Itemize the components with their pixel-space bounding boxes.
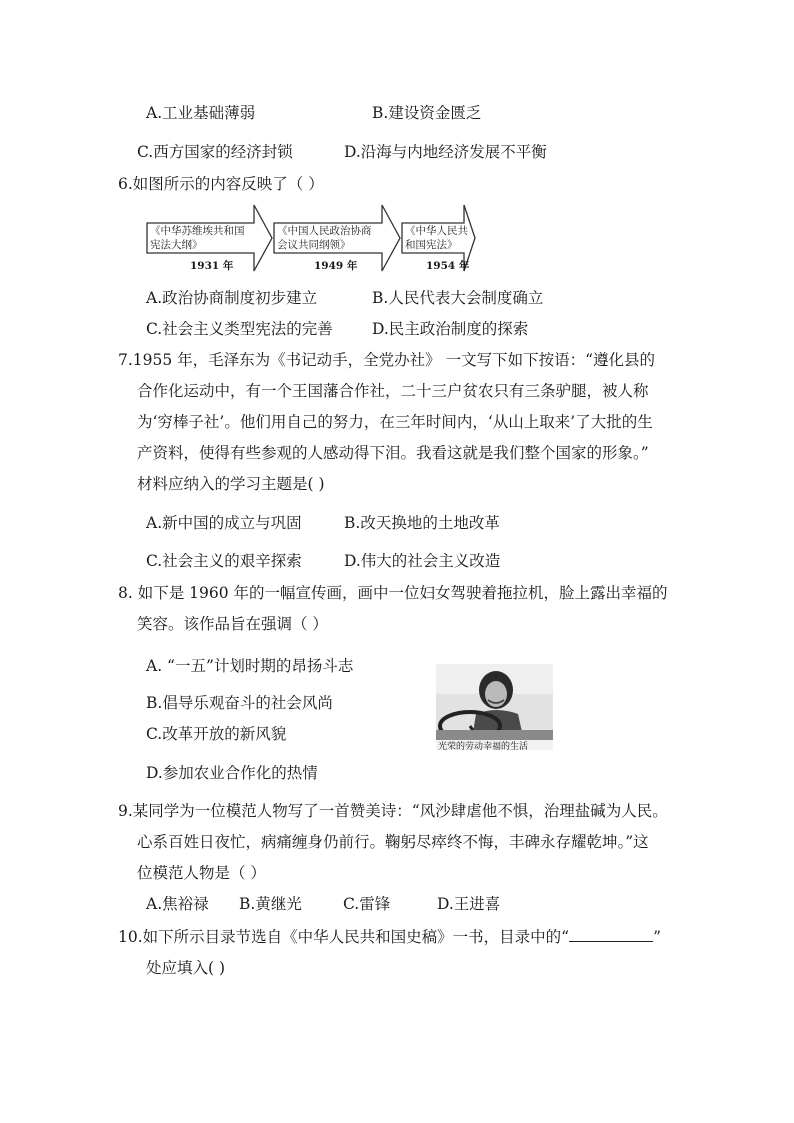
q5-option-a: A.工业基础薄弱 [146,104,256,122]
q6-option-c: C.社会主义类型宪法的完善 [146,320,333,338]
q7-option-c: C.社会主义的艰辛探索 [146,552,302,570]
constitution-timeline [146,203,476,273]
q10-text-before-blank: 10.如下所示目录节选自《中华人民共和国史稿》一书，目录中的“ [118,928,570,946]
q8-option-b: B.倡导乐观奋斗的社会风尚 [146,694,333,712]
q6-option-a: A.政治协商制度初步建立 [146,289,318,307]
timeline-item-1-year: 1931 年 [190,260,234,272]
q10-answer-blank [569,927,653,942]
timeline-item-2-year: 1949 年 [314,260,358,272]
timeline-item-3-year: 1954 年 [426,260,470,272]
q10-line-2: 处应填入( ) [146,959,226,977]
q7-line-2: 合作化运动中，有一个王国藩合作社，二十三户贫农只有三条驴腿，被人称 [137,382,649,400]
q9-option-b: B.黄继光 [239,895,302,913]
q9-line-3: 位模范人物是（ ） [137,864,266,882]
q8-option-c: C.改革开放的新风貌 [146,725,287,743]
q6-stem: 6.如图所示的内容反映了（ ） [118,175,324,193]
q7-line-1: 7.1955 年，毛泽东为《书记动手，全党办社》 一文写下如下按语：“遵化县的 [118,351,656,369]
poster-illustration [436,664,553,750]
q8-line-2: 笑容。该作品旨在强调（ ） [137,615,328,633]
q6-option-b: B.人民代表大会制度确立 [372,289,544,307]
q5-option-d: D.沿海与内地经济发展不平衡 [344,143,547,161]
propaganda-poster-image [436,664,553,750]
timeline-item-2-title: 《中国人民政治协商 会议共同纲领》 [277,225,372,251]
q9-line-1: 9.某同学为一位模范人物写了一首赞美诗：“风沙肆虐他不惧，治理盐碱为人民。 [118,802,668,820]
q10-line-1 [118,925,661,947]
q7-option-a: A.新中国的成立与巩固 [146,514,302,532]
q9-option-a: A.焦裕禄 [146,895,209,913]
q10-text-after-blank: ” [653,928,662,946]
timeline-item-1-title: 《中华苏维埃共和国 宪法大纲》 [150,225,245,251]
q6-option-d: D.民主政治制度的探索 [372,320,529,338]
q7-option-b: B.改天换地的土地改革 [344,514,500,532]
q7-line-5: 材料应纳入的学习主题是( ) [137,475,325,493]
q9-option-d: D.王进喜 [437,895,501,913]
q7-line-4: 产资料，使得有些参观的人感动得下泪。我看这就是我们整个国家的形象。” [137,444,649,462]
q5-option-b: B.建设资金匮乏 [372,104,482,122]
q7-option-d: D.伟大的社会主义改造 [344,552,501,570]
q8-option-a: A. “一五”计划时期的昂扬斗志 [146,657,354,675]
q7-line-3: 为‘穷棒子社’。他们用自己的努力，在三年时间内，‘从山上取来’了大批的生 [137,413,653,431]
q9-line-2: 心系百姓日夜忙，病痛缠身仍前行。鞠躬尽瘁终不悔，丰碑永存耀乾坤。”这 [137,833,649,851]
q9-option-c: C.雷锋 [343,895,391,913]
q5-option-c: C.西方国家的经济封锁 [137,143,293,161]
q8-line-1: 8. 如下是 1960 年的一幅宣传画，画中一位妇女驾驶着拖拉机，脸上露出幸福的 [118,584,668,602]
q8-option-d: D.参加农业合作化的热情 [146,764,318,782]
timeline-item-3-title: 《中华人民共 和国宪法》 [405,225,468,251]
poster-caption: 光荣的劳动幸福的生活 [438,742,529,750]
